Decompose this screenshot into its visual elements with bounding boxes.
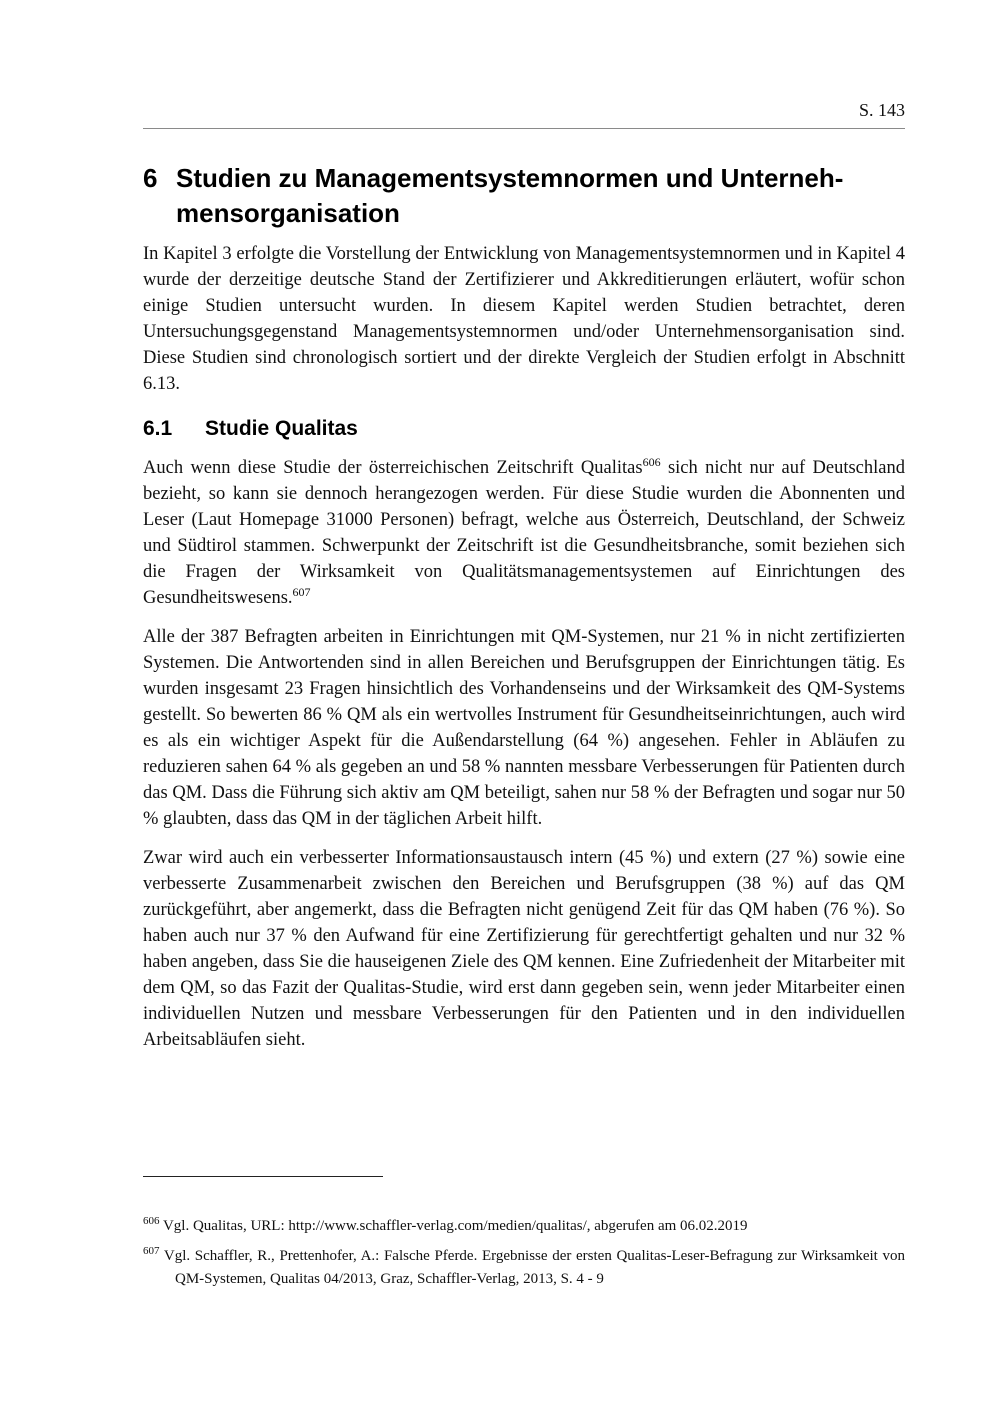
chapter-title-line2: mensorganisation — [176, 198, 400, 228]
section-paragraph-2: Alle der 387 Befragten arbeiten in Einrichtungen mit QM-Systemen, nur 21 % in nicht zertifizierten Systemen. Die Antwortenden sind in allen Bereichen und Berufsgruppen der Einrichtungen tätig. Es wurden insgesamt 23 Fragen hinsichtlich des Vorhandenseins und der Wirksamkeit des QM-Systems gestellt. So bewerten 86 % QM als ein wertvolles Instrument für Gesundheitseinrichtungen, auch wird es als ein wichtiger Aspekt für die Außendarstellung (64 %) angesehen. Fehler in Abläufen zu reduzieren sahen 64 % als gegeben an und 58 % nannten messbare Verbesserungen für Patienten durch das QM. Dass die Führung sich aktiv am QM beteiligt, sahen nur 58 % der Befragten und sogar nur 50 % glaubten, dass das QM in der täglichen Arbeit hilft. — [143, 627, 905, 829]
paragraph-text: sich nicht nur auf Deutschland bezieht, so kann sie dennoch herangezogen werden. Für diese Studie wurden die Abonnenten und Leser (Laut Homepage 31000 Personen) befragt, welche aus Österreich, Deutschland, der Schweiz und Südtirol stammen. Schwerpunkt der Zeitschrift ist die Gesundheitsbranche, somit beziehen sich die Fragen der Wirksamkeit von Qualitätsmanagementsystemen auf Einrichtungen des Gesundheitswesens. — [143, 458, 905, 608]
page-number: S. 143 — [858, 100, 905, 120]
chapter-title-line1: Studien zu Managementsystemnormen und Unterneh- — [176, 163, 844, 193]
footnote-ref-606: 606 — [642, 454, 661, 469]
footnote-606 — [143, 1215, 905, 1238]
chapter-title — [176, 161, 843, 231]
chapter-heading — [143, 161, 905, 231]
chapter-number: 6 — [143, 163, 158, 193]
footnote-text: Vgl. Qualitas, URL: http://www.schaffler-verlag.com/medien/qualitas/, abgerufen am 06.02.2019 — [159, 1218, 748, 1234]
footnote-text: Vgl. Schaffler, R., Prettenhofer, A.: Falsche Pferde. Ergebnisse der ersten Qualitas-Leser-Befragung zur Wirksamkeit von QM-Systemen, Qualitas 04/2013, Graz, Schaffler-Verlag, 2013, S. 4 - 9 — [159, 1248, 905, 1287]
footnote-607 — [143, 1245, 905, 1291]
footnotes-area — [143, 1176, 905, 1298]
section-title: Studie Qualitas — [205, 417, 358, 440]
section-number: 6.1 — [143, 417, 173, 440]
section-paragraph-3: Zwar wird auch ein verbesserter Informationsaustausch intern (45 %) und extern (27 %) sowie eine verbesserte Zusammenarbeit zwischen den Bereichen und Berufsgruppen (38 %) auf das QM zurückgeführt, aber angemerkt, dass die Befragten nicht genügend Zeit für das QM haben (76 %). So haben auch nur 37 % den Aufwand für eine Zertifizierung für gerechtfertigt gehalten und nur 32 % haben angeben, dass Sie die hauseigenen Ziele des QM kennen. Eine Zufriedenheit der Mitarbeiter mit dem QM, so das Fazit der Qualitas-Studie, wird erst dann gegeben sein, wenn jeder Mitarbeiter einen individuellen Nutzen und messbare Verbesserungen für den Patienten und in den individuellen Arbeitsabläufen sieht. — [143, 848, 905, 1050]
section-paragraph-1 — [143, 455, 905, 611]
footnote-marker-606: 606 — [143, 1215, 160, 1227]
section-heading — [143, 415, 905, 443]
footnote-ref-607: 607 — [292, 584, 311, 599]
footnote-separator — [143, 1176, 383, 1177]
paragraph-text: Auch wenn diese Studie der österreichischen Zeitschrift Qualitas — [143, 458, 643, 478]
page-header — [143, 100, 905, 129]
footnote-marker-607: 607 — [143, 1245, 160, 1257]
chapter-intro-paragraph: In Kapitel 3 erfolgte die Vorstellung der Entwicklung von Managementsystemnormen und in Kapitel 4 wurde der derzeitige deutsche Stand der Zertifizierer und Akkreditierungen erläutert, wofür schon einige Studien untersucht wurden. In diesem Kapitel werden Studien betrachtet, deren Untersuchungsgegenstand Managementsystemnormen und/oder Unternehmensorganisation sind. Diese Studien sind chronologisch sortiert und der direkte Vergleich der Studien erfolgt in Abschnitt 6.13. — [143, 244, 905, 394]
